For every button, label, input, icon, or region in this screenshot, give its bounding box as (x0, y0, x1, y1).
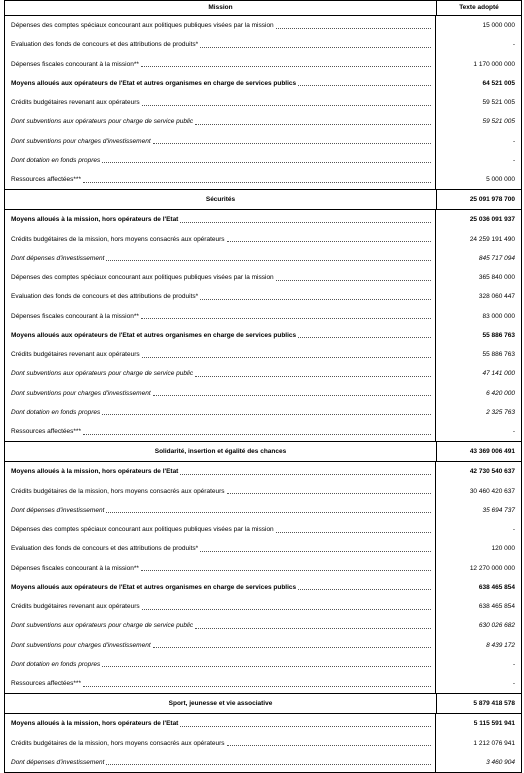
row-label-cell (5, 578, 436, 597)
table-row (5, 364, 521, 383)
table-row (5, 287, 521, 306)
table-row (5, 249, 521, 268)
row-value: 6 420 000 (486, 389, 515, 397)
row-label-cell (5, 74, 436, 93)
table-row (5, 539, 521, 558)
table-row (5, 655, 521, 674)
row-label: Evaluation des fonds de concours et des attributions de produits* (11, 545, 199, 553)
row-label: Dépenses fiscales concourant à la mission** (11, 564, 139, 572)
leader-dots (141, 565, 431, 571)
row-value: 35 694 737 (482, 506, 515, 514)
row-label-cell (5, 345, 436, 364)
row-label-cell (5, 287, 436, 306)
table-header (5, 0, 521, 16)
row-value: 630 026 682 (478, 622, 515, 630)
row-label-cell (5, 655, 436, 674)
leader-dots (227, 740, 431, 746)
row-value: 42 730 540 637 (469, 468, 515, 476)
row-label: Evaluation des fonds de concours et des attributions de produits* (11, 293, 199, 301)
row-value: 638 465 854 (478, 583, 515, 591)
row-label: Dont subventions pour charges d'investissement (11, 389, 151, 397)
leader-dots (276, 527, 431, 533)
table-row (5, 636, 521, 655)
header-texte-adopte: Texte adopté (459, 4, 499, 11)
table-row (5, 559, 521, 578)
row-value: 8 439 172 (486, 641, 515, 649)
row-label: Moyens alloués aux opérateurs de l'Etat et autres organismes en charge de services publics (11, 583, 297, 591)
table-row (5, 151, 521, 170)
leader-dots (142, 352, 431, 358)
leader-dots (298, 80, 431, 86)
leader-dots (102, 661, 431, 667)
row-label-cell (5, 230, 436, 249)
row-value: 24 259 191 490 (469, 235, 515, 243)
table-row (5, 230, 521, 249)
leader-dots (200, 294, 431, 300)
leader-dots (153, 390, 431, 396)
row-label-cell (5, 734, 436, 753)
leader-dots (276, 275, 431, 281)
leader-dots (195, 119, 431, 125)
row-label-cell (5, 422, 436, 441)
table-row (5, 403, 521, 422)
leader-dots (180, 217, 431, 223)
table-row (5, 210, 521, 229)
row-label-cell (5, 326, 436, 345)
leader-dots (142, 100, 431, 106)
leader-dots (180, 469, 431, 475)
leader-dots (106, 507, 431, 513)
table-row (5, 462, 521, 481)
row-value: 12 270 000 000 (469, 564, 515, 572)
leader-dots (153, 138, 431, 144)
row-value: 30 460 420 637 (469, 487, 515, 495)
row-label-cell (5, 559, 436, 578)
row-value: 2 325 763 (486, 408, 515, 416)
leader-dots (298, 584, 431, 590)
row-label: Evaluation des fonds de concours et des attributions de produits* (11, 41, 199, 49)
row-value: 25 036 091 937 (469, 216, 515, 224)
row-label: Crédits budgétaires revenant aux opérateurs (11, 99, 140, 107)
row-value: 120 000 (491, 545, 515, 553)
budget-table (4, 0, 522, 773)
row-value: 365 840 000 (478, 274, 515, 282)
row-value: 638 465 854 (478, 603, 515, 611)
table-row (5, 170, 521, 189)
row-label-cell (5, 210, 436, 229)
row-value: - (512, 660, 515, 668)
table-row (5, 326, 521, 345)
row-label: Dont subventions aux opérateurs pour charge de service public (11, 622, 194, 630)
leader-dots (102, 157, 431, 163)
leader-dots (83, 177, 431, 183)
row-value: 5 000 000 (486, 176, 515, 184)
leader-dots (200, 546, 431, 552)
table-row (5, 734, 521, 753)
row-label: Ressources affectées*** (11, 176, 81, 184)
row-value: 59 521 005 (482, 118, 515, 126)
section-title: Solidarité, insertion et égalité des chances (5, 442, 437, 461)
row-value: 47 141 000 (482, 370, 515, 378)
row-label-cell (5, 403, 436, 422)
row-label-cell (5, 501, 436, 520)
row-label: Dont subventions aux opérateurs pour charge de service public (11, 118, 194, 126)
row-value: - (512, 137, 515, 145)
row-label-cell (5, 674, 436, 693)
leader-dots (195, 623, 431, 629)
table-row (5, 35, 521, 54)
row-label: Dépenses fiscales concourant à la mission** (11, 60, 139, 68)
row-label: Dont dotation en fonds propres (11, 408, 101, 416)
row-value: - (512, 41, 515, 49)
leader-dots (227, 236, 431, 242)
row-label: Dont dotation en fonds propres (11, 156, 101, 164)
table-row (5, 753, 521, 772)
leader-dots (153, 642, 431, 648)
section-heading (5, 693, 521, 714)
section-total: 25 091 978 700 (469, 196, 515, 204)
leader-dots (83, 681, 431, 687)
row-label-cell (5, 170, 436, 189)
table-row (5, 55, 521, 74)
row-label-cell (5, 462, 436, 481)
row-label-cell (5, 616, 436, 635)
row-label-cell (5, 249, 436, 268)
table-row (5, 307, 521, 326)
row-label-cell (5, 597, 436, 616)
row-label-cell (5, 55, 436, 74)
row-label: Dont dotation en fonds propres (11, 660, 101, 668)
table-row (5, 422, 521, 441)
row-value: 845 717 094 (478, 254, 515, 262)
section-heading (5, 441, 521, 462)
leader-dots (276, 23, 431, 29)
row-value: - (512, 526, 515, 534)
row-label-cell (5, 636, 436, 655)
table-row (5, 578, 521, 597)
leader-dots (141, 61, 431, 67)
leader-dots (200, 42, 431, 48)
table-row (5, 268, 521, 287)
table-row (5, 345, 521, 364)
row-label: Dont subventions pour charges d'investissement (11, 137, 151, 145)
row-value: 1 170 000 000 (473, 60, 515, 68)
row-label-cell (5, 112, 436, 131)
row-label: Dont dépenses d'investissement (11, 254, 105, 262)
table-row (5, 674, 521, 693)
leader-dots (227, 488, 431, 494)
row-label-cell (5, 151, 436, 170)
row-label: Dépenses des comptes spéciaux concourant aux politiques publiques visées par la mission (11, 274, 274, 282)
row-value: 328 060 447 (478, 293, 515, 301)
row-label: Crédits budgétaires revenant aux opérateurs (11, 351, 140, 359)
table-row (5, 482, 521, 501)
row-label-cell (5, 93, 436, 112)
section-total: 5 879 418 578 (473, 700, 515, 708)
row-value: 1 212 076 941 (473, 739, 515, 747)
leader-dots (106, 759, 431, 765)
section-title: Sécurités (5, 190, 437, 209)
leader-dots (106, 255, 431, 261)
section-total: 43 369 006 491 (469, 448, 515, 456)
section-title: Sport, jeunesse et vie associative (5, 694, 437, 713)
row-label-cell (5, 714, 436, 733)
row-value: - (512, 680, 515, 688)
table-row (5, 520, 521, 539)
row-label: Dépenses des comptes spéciaux concourant aux politiques publiques visées par la mission (11, 22, 274, 30)
table-row (5, 93, 521, 112)
table-row (5, 714, 521, 733)
row-value: - (512, 156, 515, 164)
row-label: Ressources affectées*** (11, 680, 81, 688)
row-label: Dépenses fiscales concourant à la mission** (11, 312, 139, 320)
leader-dots (142, 604, 431, 610)
row-label-cell (5, 364, 436, 383)
row-value: 3 460 904 (486, 758, 515, 766)
row-label-cell (5, 307, 436, 326)
row-label: Dont subventions aux opérateurs pour charge de service public (11, 370, 194, 378)
row-value: - (512, 428, 515, 436)
table-row (5, 597, 521, 616)
row-label: Crédits budgétaires de la mission, hors moyens consacrés aux opérateurs (11, 487, 225, 495)
section-heading (5, 189, 521, 210)
row-value: 15 000 000 (482, 22, 515, 30)
row-label: Crédits budgétaires de la mission, hors moyens consacrés aux opérateurs (11, 739, 225, 747)
row-value: 64 521 005 (482, 79, 515, 87)
row-value: 83 000 000 (482, 312, 515, 320)
row-label: Dont dépenses d'investissement (11, 506, 105, 514)
row-label-cell (5, 753, 436, 772)
row-label-cell (5, 520, 436, 539)
leader-dots (180, 721, 431, 727)
row-label-cell (5, 268, 436, 287)
leader-dots (141, 313, 431, 319)
leader-dots (102, 409, 431, 415)
table-row (5, 384, 521, 403)
row-label: Ressources affectées*** (11, 428, 81, 436)
row-label: Dont subventions pour charges d'investissement (11, 641, 151, 649)
leader-dots (195, 371, 431, 377)
row-label: Crédits budgétaires de la mission, hors moyens consacrés aux opérateurs (11, 235, 225, 243)
row-label-cell (5, 539, 436, 558)
table-row (5, 132, 521, 151)
row-label-cell (5, 16, 436, 35)
row-value: 55 886 763 (482, 351, 515, 359)
row-label: Moyens alloués à la mission, hors opérateurs de l'Etat (11, 468, 179, 476)
table-row (5, 616, 521, 635)
header-mission: Mission (5, 1, 437, 15)
row-label: Dont dépenses d'investissement (11, 758, 105, 766)
leader-dots (83, 429, 431, 435)
row-label-cell (5, 35, 436, 54)
row-value: 55 886 763 (482, 331, 515, 339)
row-label: Dépenses des comptes spéciaux concourant aux politiques publiques visées par la mission (11, 526, 274, 534)
table-row (5, 501, 521, 520)
row-label-cell (5, 384, 436, 403)
table-row (5, 112, 521, 131)
row-label: Moyens alloués aux opérateurs de l'Etat et autres organismes en charge de services publics (11, 79, 297, 87)
row-label-cell (5, 132, 436, 151)
row-label: Moyens alloués aux opérateurs de l'Etat et autres organismes en charge de services publics (11, 331, 297, 339)
row-value: 59 521 005 (482, 99, 515, 107)
row-label: Crédits budgétaires revenant aux opérateurs (11, 603, 140, 611)
row-value: 5 115 591 941 (473, 720, 515, 728)
row-label: Moyens alloués à la mission, hors opérateurs de l'Etat (11, 216, 179, 224)
table-row (5, 74, 521, 93)
row-label: Moyens alloués à la mission, hors opérateurs de l'Etat (11, 720, 179, 728)
table-row (5, 16, 521, 35)
row-label-cell (5, 482, 436, 501)
leader-dots (298, 332, 431, 338)
